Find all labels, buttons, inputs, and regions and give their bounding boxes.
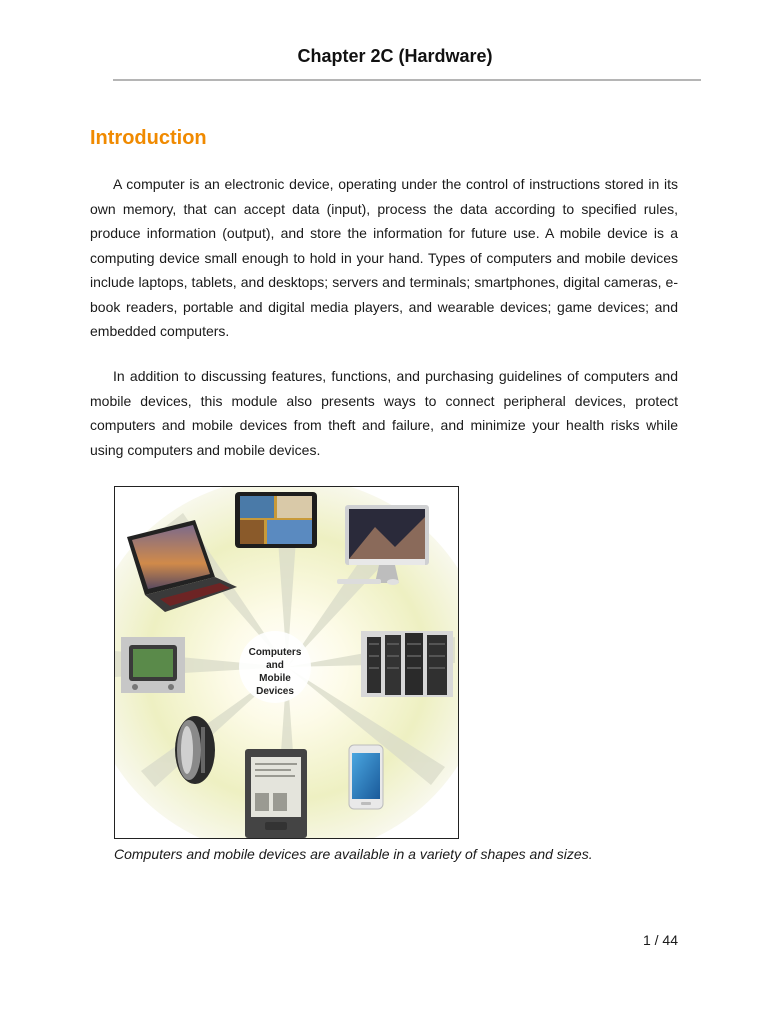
devices-figure xyxy=(114,486,459,839)
center-label-line-2: and xyxy=(266,660,284,671)
center-label-line-4: Devices xyxy=(256,686,294,697)
intro-paragraph-1: A computer is an electronic device, operating under the control of instructions stored in its own memory, that can accept data (input), process the data according to specified rules, produce information (output), and store the information for future use. A mobile device is a computing device small enough to hold in your hand. Types of computers and mobile devices include laptops, tablets, and desktops; servers and terminals; smartphones, digital cameras, e-book readers, portable and digital media players, and wearable devices; game devices; and embedded computers. xyxy=(90,176,678,339)
header-divider xyxy=(113,79,701,81)
tablet-image xyxy=(235,492,317,548)
devices-illustration xyxy=(115,487,458,838)
figure-caption: Computers and mobile devices are available in a variety of shapes and sizes. xyxy=(114,846,593,862)
chapter-title: Chapter 2C (Hardware) xyxy=(297,46,493,66)
center-label-line-3: Mobile xyxy=(259,673,291,684)
car-navigation-image xyxy=(121,637,185,693)
smartphone-image xyxy=(349,745,383,809)
page-number: 1 / 44 xyxy=(642,932,678,948)
center-label-line-1: Computers xyxy=(248,647,302,658)
ebook-reader-image xyxy=(245,749,307,838)
intro-paragraph-2: In addition to discussing features, functions, and purchasing guidelines of computers and mobile devices, this module also presents ways to connect peripheral devices, protect computers and mobile devices from theft and failure, and minimize your health risks while using computers and mobile devices. xyxy=(90,368,678,458)
section-heading: Introduction xyxy=(90,127,207,149)
wearable-band-image xyxy=(175,716,215,784)
server-rack-image xyxy=(361,631,453,697)
